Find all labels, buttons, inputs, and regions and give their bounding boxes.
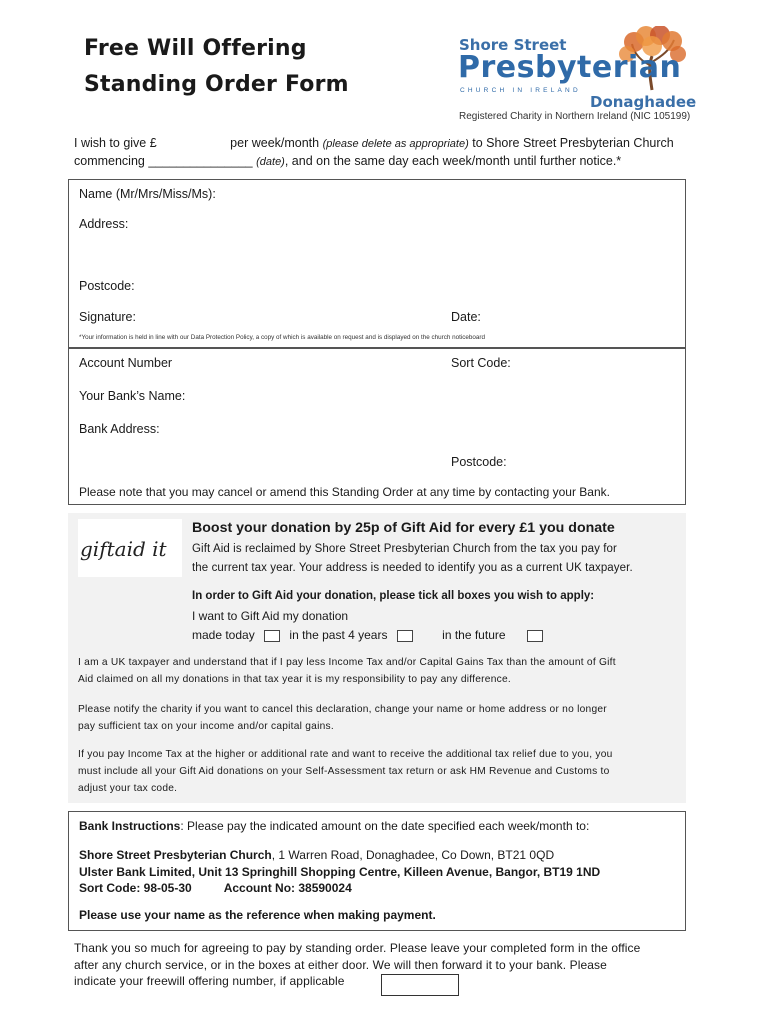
- freewill-number-field[interactable]: [381, 974, 459, 996]
- thank-you-line1: Thank you so much for agreeing to pay by standing order. Please leave your completed form in the office: [74, 941, 641, 955]
- intro-line-2: [74, 153, 714, 171]
- reference-note: Please use your name as the reference when making payment.: [79, 908, 436, 922]
- gift-aid-want: I want to Gift Aid my donation: [192, 609, 349, 623]
- postcode-field[interactable]: [144, 276, 344, 296]
- made-today-checkbox[interactable]: [264, 630, 280, 642]
- thank-you-text: [74, 940, 640, 990]
- bank-name-field[interactable]: [199, 386, 669, 406]
- bank-instructions-heading: [79, 819, 589, 833]
- name-field[interactable]: [231, 184, 671, 204]
- personal-details-box: [68, 179, 686, 348]
- cancel-declaration-line2: pay sufficient tax on your income and/or capital gains.: [78, 721, 334, 732]
- form-title-line2: Standing Order Form: [84, 72, 349, 97]
- logo-shore-street: Shore Street: [459, 36, 567, 54]
- taxpayer-declaration-line1: I am a UK taxpayer and understand that if I pay less Income Tax and/or Capital Gains Tax than the amount of Gift: [78, 657, 616, 668]
- taxpayer-declaration: [78, 654, 616, 688]
- gift-aid-logo: [78, 519, 182, 577]
- gift-aid-options: [192, 628, 543, 642]
- frequency-note: (please delete as appropriate): [322, 138, 469, 150]
- postcode-label: Postcode:: [79, 279, 135, 293]
- logo-donaghadee: Donaghadee: [590, 93, 697, 111]
- higher-rate-line1: If you pay Income Tax at the higher or additional rate and want to receive the additional tax relief due to you, you: [78, 749, 613, 760]
- cancel-declaration-line1: Please notify the charity if you want to cancel this declaration, change your name or home address or no longer: [78, 704, 607, 715]
- sort-code-field[interactable]: [519, 353, 669, 373]
- account-number-label: Account Number: [79, 356, 173, 370]
- sort-code-label: Sort Code:: [451, 356, 511, 370]
- bank-address-label: Bank Address:: [79, 422, 160, 436]
- future-checkbox[interactable]: [527, 630, 543, 642]
- payee-name: Shore Street Presbyterian Church: [79, 848, 272, 862]
- higher-rate-line2: must include all your Gift Aid donations on your Self-Assessment tax return or ask HM Revenue and Customs to: [78, 766, 610, 777]
- bank-instructions-box: [68, 811, 686, 931]
- thank-you-line2: after any church service, or in the boxes at either door. We will then forward it to your bank. Please: [74, 957, 607, 972]
- option-made-today-label: made today: [192, 628, 255, 642]
- logo-church-in-ireland: CHURCH IN IRELAND: [460, 87, 581, 94]
- higher-rate-line3: adjust your tax code.: [78, 783, 178, 794]
- intro-line-1: [74, 135, 714, 153]
- frequency-label: per week/month: [230, 136, 320, 150]
- bank-details-box: [68, 348, 686, 505]
- cancel-note: Please note that you may cancel or amend this Standing Order at any time by contacting your Bank.: [79, 485, 610, 499]
- data-protection-note: *Your information is held in line with our Data Protection Policy, a copy of which is available on request and is displayed on the church noticeboard: [79, 334, 486, 341]
- bank-postcode-label: Postcode:: [451, 455, 507, 469]
- gift-aid-box: [68, 513, 686, 803]
- payee-sort-code: Sort Code: 98-05-30: [79, 881, 192, 895]
- further-notice-text: , and on the same day each week/month until further notice.*: [284, 154, 622, 168]
- gift-aid-instruction: In order to Gift Aid your donation, please tick all boxes you wish to apply:: [192, 590, 595, 602]
- option-future-label: in the future: [442, 628, 506, 642]
- cancel-declaration-note: [78, 701, 607, 735]
- gift-aid-desc-line2: the current tax year. Your address is needed to identify you as a current UK taxpayer.: [192, 562, 633, 574]
- gift-aid-description: [192, 540, 633, 578]
- gift-aid-logo-text: giftaid it: [80, 537, 167, 561]
- past-4-years-checkbox[interactable]: [397, 630, 413, 642]
- charity-number: Registered Charity in Northern Ireland (NIC 105199): [459, 111, 691, 122]
- bank-instructions-text: : Please pay the indicated amount on the date specified each week/month to:: [180, 819, 590, 833]
- higher-rate-note: [78, 746, 613, 797]
- signature-field[interactable]: [149, 307, 439, 327]
- logo-presbyterian: Presbyterian: [458, 50, 682, 85]
- taxpayer-declaration-line2: Aid claimed on all my donations in that tax year it is my responsibility to pay any difference.: [78, 674, 511, 685]
- payee-codes: [79, 880, 600, 897]
- date-label: Date:: [451, 310, 481, 324]
- payee-address: , 1 Warren Road, Donaghadee, Co Down, BT21 0QD: [271, 848, 555, 862]
- signature-label: Signature:: [79, 310, 136, 324]
- address-label: Address:: [79, 217, 129, 231]
- thank-you-line3: indicate your freewill offering number, if applicable: [74, 974, 345, 988]
- gift-aid-heading: Boost your donation by 25p of Gift Aid for every £1 you donate: [192, 520, 615, 536]
- option-past-4-years-label: in the past 4 years: [289, 628, 388, 642]
- date-note: (date): [256, 156, 285, 168]
- payee-line: [79, 847, 600, 864]
- bank-address-field[interactable]: [174, 419, 669, 455]
- form-title-line1: Free Will Offering: [84, 36, 307, 61]
- church-recipient: to Shore Street Presbyterian Church: [472, 136, 674, 150]
- bank-name-label: Your Bank’s Name:: [79, 389, 186, 403]
- account-number-field[interactable]: [184, 353, 434, 373]
- bank-instructions-title: Bank Instructions: [79, 819, 181, 833]
- bank-postcode-field[interactable]: [519, 452, 669, 472]
- gift-aid-desc-line1: Gift Aid is reclaimed by Shore Street Presbyterian Church from the tax you pay for: [192, 543, 617, 555]
- payee-details: [79, 847, 600, 897]
- intro-text: [74, 135, 714, 171]
- date-field[interactable]: [489, 307, 669, 327]
- give-label: I wish to give £: [74, 136, 157, 150]
- commencing-label[interactable]: commencing _______________: [74, 154, 253, 168]
- payee-bank: Ulster Bank Limited, Unit 13 Springhill Shopping Centre, Killeen Avenue, Bangor, BT19 1ND: [79, 864, 601, 879]
- address-field[interactable]: [139, 214, 669, 274]
- name-label: Name (Mr/Mrs/Miss/Ms):: [79, 187, 216, 201]
- payee-account-number: Account No: 38590024: [223, 881, 352, 895]
